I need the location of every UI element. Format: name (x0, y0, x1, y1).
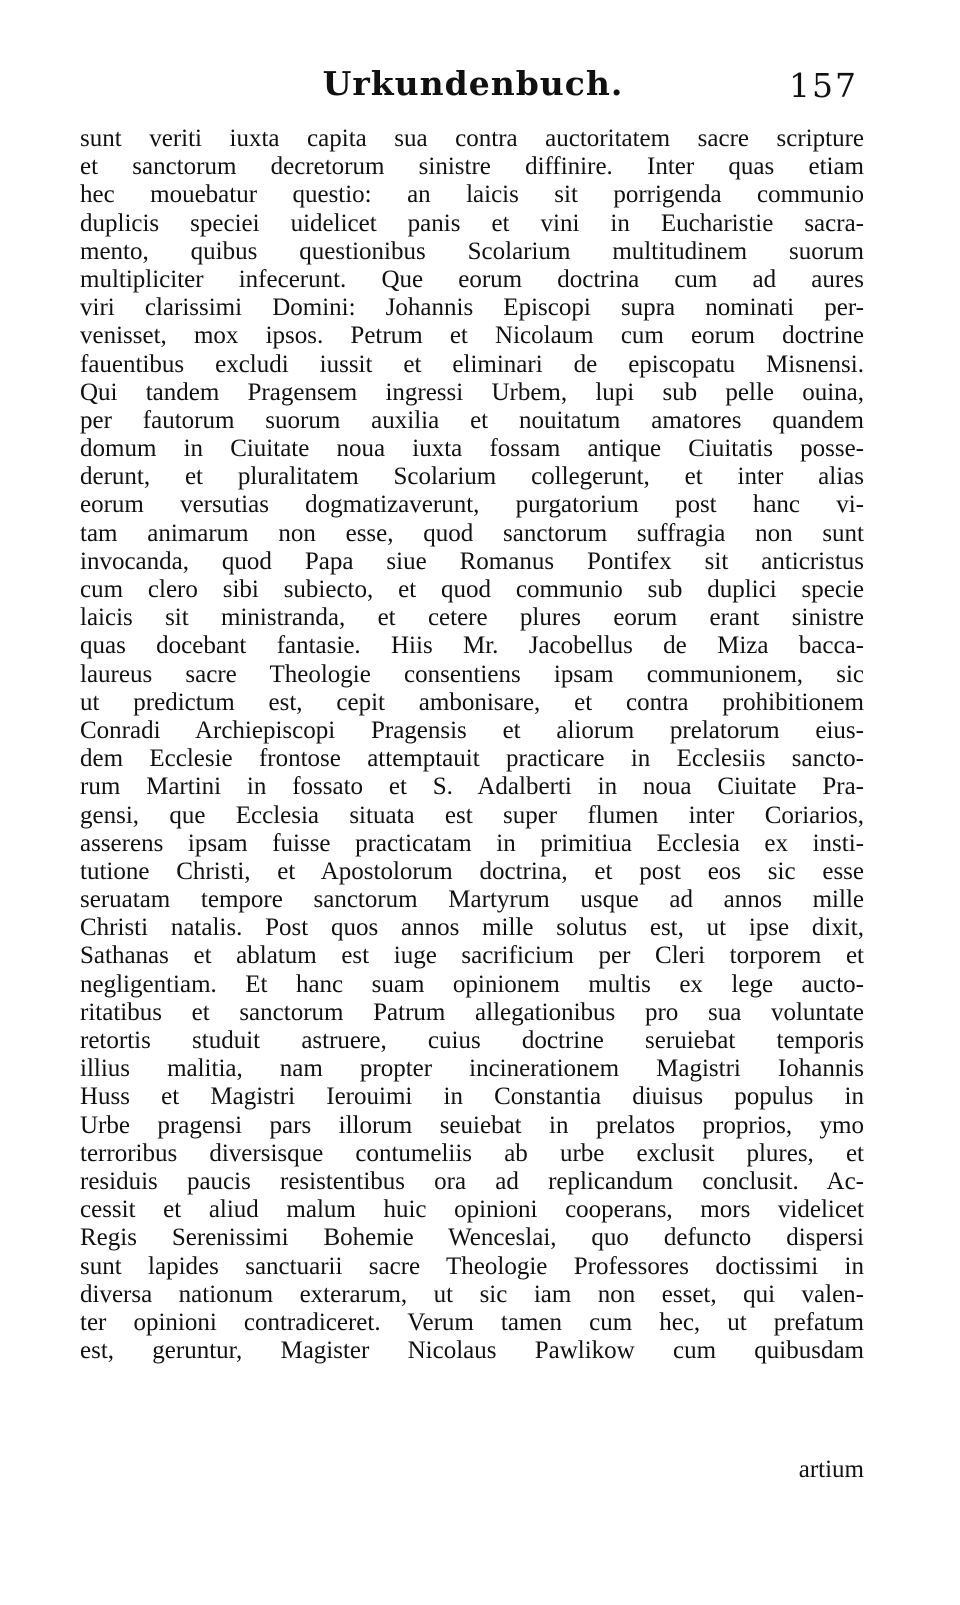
text-line: dem Ecclesie frontose attemptauit practicare in Ecclesiis sancto- (80, 745, 864, 773)
body-text (80, 125, 864, 1365)
text-line: sunt veriti iuxta capita sua contra auctoritatem sacre scripture (80, 125, 864, 152)
running-title: Urkundenbuch. (322, 64, 624, 103)
text-line: quas docebant fantasie. Hiis Mr. Jacobellus de Miza bacca- (80, 632, 864, 660)
text-line: Regis Serenissimi Bohemie Wenceslai, quo defuncto dispersi (80, 1224, 864, 1252)
page-header (78, 58, 868, 114)
text-line: hec mouebatur questio: an laicis sit porrigenda communio (80, 181, 864, 209)
text-line: Urbe pragensi pars illorum seuiebat in prelatos proprios, ymo (80, 1111, 864, 1139)
text-line: fauentibus excludi iussit et eliminari de episcopatu Misnensi. (80, 350, 864, 378)
text-line: negligentiam. Et hanc suam opinionem multis ex lege aucto- (80, 970, 864, 998)
text-line: terroribus diversisque contumeliis ab urbe exclusit plures, et (80, 1139, 864, 1167)
text-line: asserens ipsam fuisse practicatam in primitiua Ecclesia ex insti- (80, 829, 864, 857)
text-line: derunt, et pluralitatem Scolarium collegerunt, et inter alias (80, 463, 864, 491)
text-line: per fautorum suorum auxilia et nouitatum amatores quandem (80, 406, 864, 434)
page-number: 157 (789, 66, 858, 105)
text-line: illius malitia, nam propter incinerationem Magistri Iohannis (80, 1055, 864, 1083)
text-line: Conradi Archiepiscopi Pragensis et aliorum prelatorum eius- (80, 716, 864, 744)
text-line: ritatibus et sanctorum Patrum allegationibus pro sua voluntate (80, 998, 864, 1026)
text-line: cum clero sibi subiecto, et quod communio sub duplici specie (80, 576, 864, 603)
text-line: multipliciter infecerunt. Que eorum doctrina cum ad aures (80, 265, 864, 293)
text-line: Christi natalis. Post quos annos mille solutus est, ut ipse dixit, (80, 914, 864, 942)
text-line: residuis paucis resistentibus ora ad replicandum conclusit. Ac- (80, 1167, 864, 1195)
text-line: venisset, mox ipsos. Petrum et Nicolaum cum eorum doctrine (80, 322, 864, 350)
text-line: diversa nationum exterarum, ut sic iam non esset, qui valen- (80, 1280, 864, 1308)
text-line: ter opinioni contradiceret. Verum tamen cum hec, ut prefatum (80, 1308, 864, 1336)
text-line: et sanctorum decretorum sinistre diffinire. Inter quas etiam (80, 153, 864, 181)
text-line: viri clarissimi Domini: Johannis Episcopi supra nominati per- (80, 294, 864, 322)
text-line: sunt lapides sanctuarii sacre Theologie Professores doctissimi in (80, 1252, 864, 1280)
text-line: ut predictum est, cepit ambonisare, et contra prohibitionem (80, 688, 864, 716)
text-line: Sathanas et ablatum est iuge sacrificium per Cleri torporem et (80, 942, 864, 970)
text-line: tam animarum non esse, quod sanctorum suffragia non sunt (80, 519, 864, 547)
text-line: laicis sit ministranda, et cetere plures eorum erant sinistre (80, 604, 864, 632)
text-line: mento, quibus questionibus Scolarium multitudinem suorum (80, 237, 864, 265)
text-line: cessit et aliud malum huic opinioni cooperans, mors videlicet (80, 1196, 864, 1224)
text-line: rum Martini in fossato et S. Adalberti in noua Ciuitate Pra- (80, 773, 864, 801)
text-line: laureus sacre Theologie consentiens ipsam communionem, sic (80, 660, 864, 688)
text-line: gensi, que Ecclesia situata est super flumen inter Coriarios, (80, 801, 864, 829)
text-line: est, geruntur, Magister Nicolaus Pawlikow cum quibusdam (80, 1337, 864, 1365)
text-line: invocanda, quod Papa siue Romanus Pontifex sit anticristus (80, 547, 864, 575)
text-line: seruatam tempore sanctorum Martyrum usque ad annos mille (80, 886, 864, 914)
text-line: eorum versutias dogmatizaverunt, purgatorium post hanc vi- (80, 491, 864, 519)
text-line: Qui tandem Pragensem ingressi Urbem, lupi sub pelle ouina, (80, 378, 864, 406)
text-line: retortis studuit astruere, cuius doctrine seruiebat temporis (80, 1027, 864, 1054)
text-line: domum in Ciuitate noua iuxta fossam antique Ciuitatis posse- (80, 435, 864, 463)
text-line: duplicis speciei uidelicet panis et vini in Eucharistie sacra- (80, 209, 864, 237)
catchword: artium (798, 1456, 864, 1483)
text-line: tutione Christi, et Apostolorum doctrina, et post eos sic esse (80, 857, 864, 885)
text-line: Huss et Magistri Ierouimi in Constantia diuisus populus in (80, 1083, 864, 1111)
